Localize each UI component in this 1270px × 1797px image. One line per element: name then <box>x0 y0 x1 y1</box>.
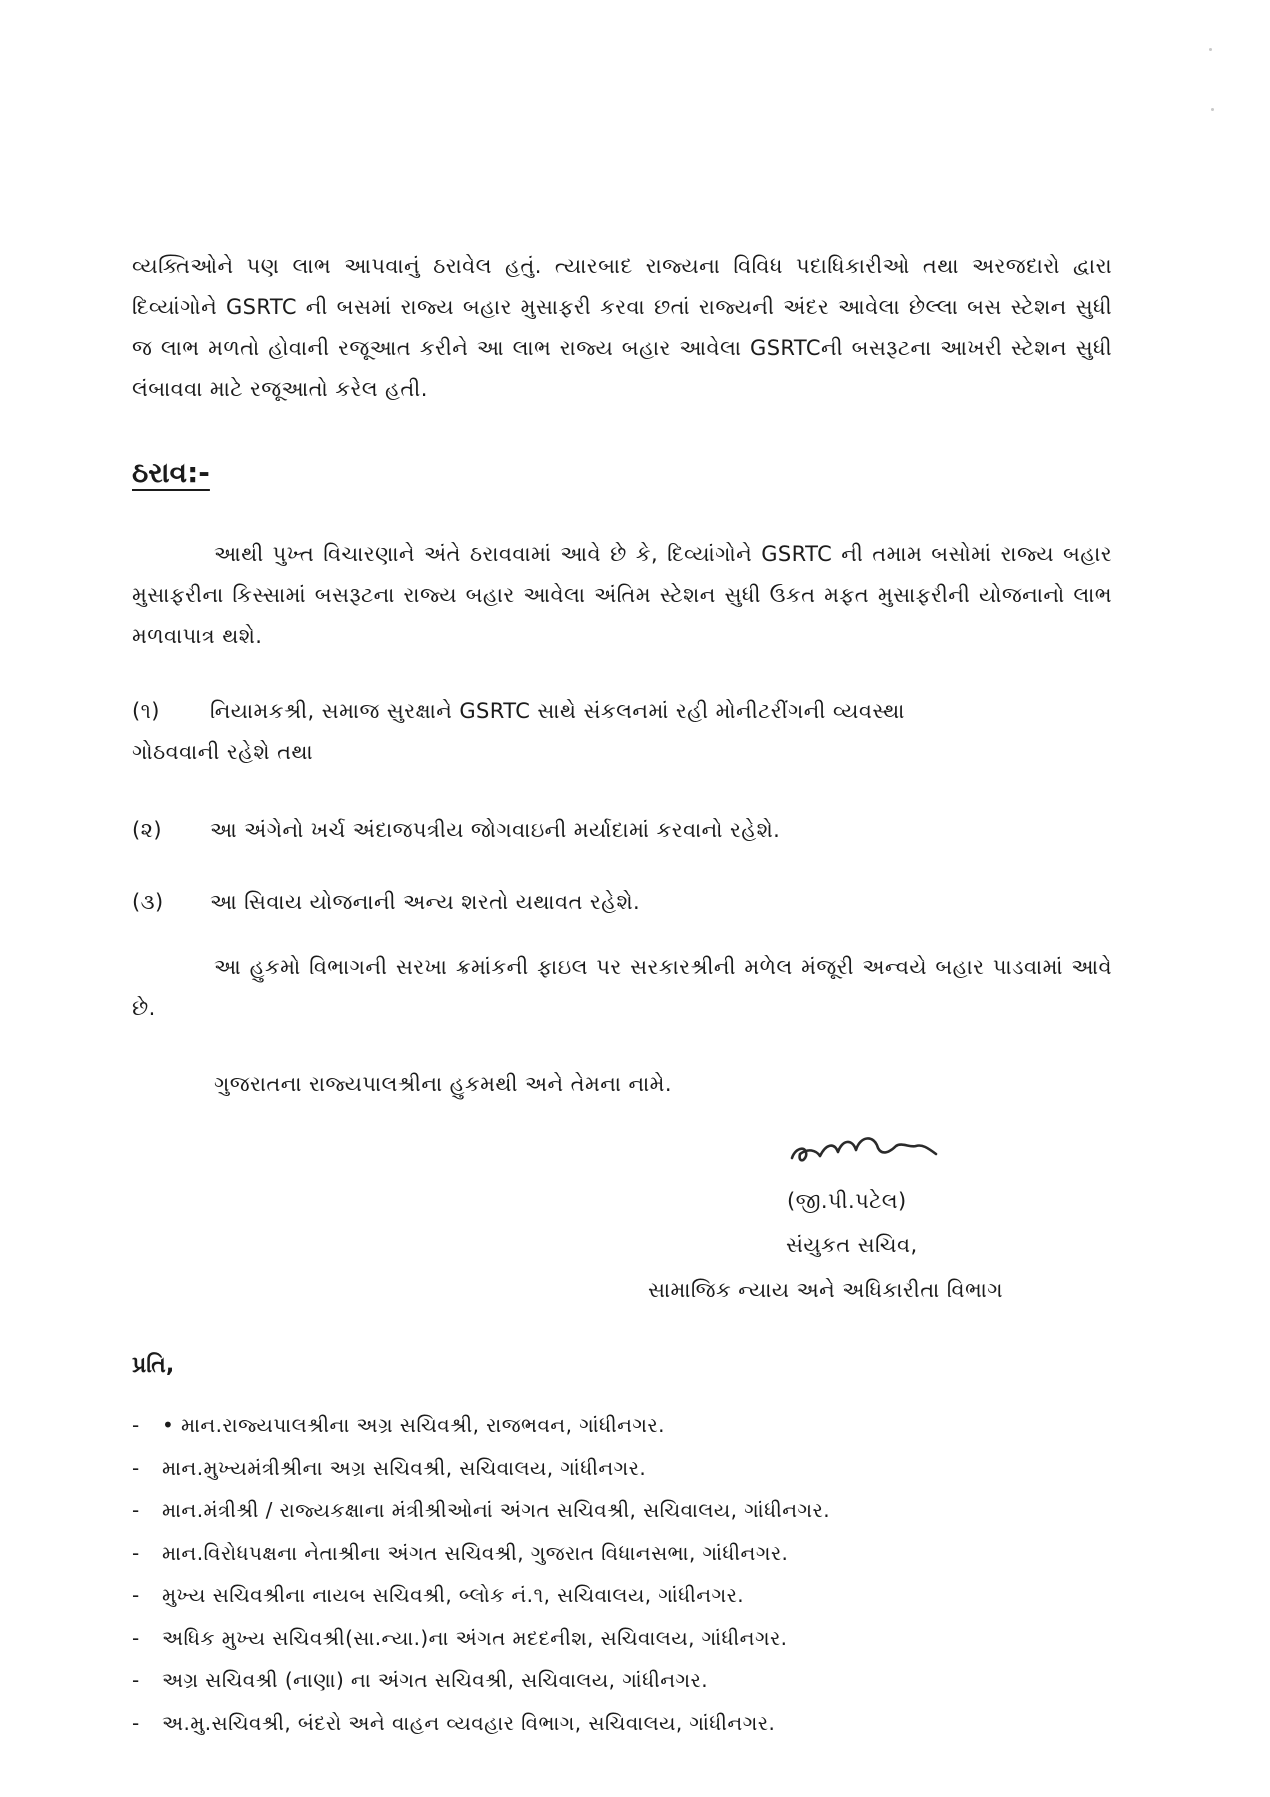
governor-line: ગુજરાતના રાજ્યપાલશ્રીના હુકમથી અને તેમના નામે. <box>214 1072 672 1096</box>
list-item: - માન.મંત્રીશ્રી / રાજ્યકક્ષાના મંત્રીશ્રીઓનાં અંગત સચિવશ્રી, સચિવાલય, ગાંધીનગર. <box>132 1498 830 1522</box>
resolution-heading: ઠરાવ:- <box>132 456 210 489</box>
list-item: - મુખ્ય સચિવશ્રીના નાયબ સચિવશ્રી, બ્લોક નં.૧, સચિવાલય, ગાંધીનગર. <box>132 1583 745 1607</box>
resolution-item-1 <box>132 691 1112 773</box>
list-item: - માન.વિરોધપક્ષના નેતાશ્રીના અંગત સચિવશ્રી, ગુજરાત વિધાનસભા, ગાંધીનગર. <box>132 1540 789 1565</box>
item-number: (૨) <box>132 818 162 842</box>
signature-mark <box>786 1122 946 1172</box>
item-number: (૩) <box>132 890 164 914</box>
list-item: - માન.મુખ્યમંત્રીશ્રીના અગ્ર સચિવશ્રી, સચિવાલય, ગાંધીનગર. <box>132 1455 647 1480</box>
resolution-item-3 <box>132 882 1112 923</box>
distribution-list <box>132 1404 830 1744</box>
list-item: - અ.મુ.સચિવશ્રી, બંદરો અને વાહન વ્યવહાર વિભાગ, સચિવાલય, ગાંધીનગર. <box>132 1710 776 1735</box>
list-item: - અધિક મુખ્ય સચિવશ્રી(સા.ન્યા.)ના અંગત મદદનીશ, સચિવાલય, ગાંધીનગર. <box>132 1625 788 1650</box>
item-text-continued: ગોઠવવાની રહેશે તથા <box>132 740 314 764</box>
list-item: - • માન.રાજ્યપાલશ્રીના અગ્ર સચિવશ્રી, રાજભવન, ગાંધીનગર. <box>132 1413 665 1437</box>
resolution-body: આથી પુખ્ત વિચારણાને અંતે ઠરાવવામાં આવે છે કે, દિવ્યાંગોને GSRTC ની તમામ બસોમાં રાજ્ય બહાર મુસાફરીના કિસ્સામાં બસરૂટના રાજ્ય બહાર આવેલા અંતિમ સ્ટેશન સુધી ઉકત મફત મુસાફરીની યોજનાનો લાભ મળવાપાત્ર થશે. <box>132 542 1112 648</box>
signatory-department: સામાજિક ન્યાય અને અધિકારીતા વિભાગ <box>648 1278 1004 1302</box>
list-item: - અગ્ર સચિવશ્રી (નાણા) ના અંગત સચિવશ્રી, સચિવાલય, ગાંધીનગર. <box>132 1668 709 1692</box>
order-note: આ હુકમો વિભાગની સરખા ક્રમાંકની ફાઇલ પર સરકારશ્રીની મળેલ મંજૂરી અન્વયે બહાર પાડવામાં આવે છે. <box>132 955 1112 1020</box>
item-text: નિયામકશ્રી, સમાજ સુરક્ષાને GSRTC સાથે સંકલનમાં રહી મોનીટરીંગની વ્યવસ્થા <box>210 699 905 723</box>
item-text: આ અંગેનો ખર્ચ અંદાજપત્રીય જોગવાઇની મર્યાદામાં કરવાનો રહેશે. <box>210 818 781 842</box>
intro-paragraph: વ્યક્તિઓને પણ લાભ આપવાનું ઠરાવેલ હતું. ત્યારબાદ રાજ્યના વિવિધ પદાધિકારીઓ તથા અરજદારો દ્વારા દિવ્યાંગોને GSRTC ની બસમાં રાજ્ય બહાર મુસાફરી કરવા છતાં રાજ્યની અંદર આવેલા છેલ્લા બસ સ્ટેશન સુધી જ લાભ મળતો હોવાની રજૂઆત કરીને આ લાભ રાજ્ય બહાર આવેલા GSRTCની બસરૂટના આખરી સ્ટેશન સુધી લંબાવવા માટે રજૂઆતો કરેલ હતી. <box>132 254 1112 401</box>
distribution-label: પ્રતિ, <box>132 1353 175 1378</box>
item-number: (૧) <box>132 699 160 723</box>
signatory-name: (જી.પી.પટેલ) <box>787 1189 907 1213</box>
resolution-item-2 <box>132 810 1112 851</box>
signatory-designation: સંયુકત સચિવ, <box>786 1233 918 1257</box>
item-text: આ સિવાય યોજનાની અન્ય શરતો યથાવત રહેશે. <box>210 890 641 914</box>
